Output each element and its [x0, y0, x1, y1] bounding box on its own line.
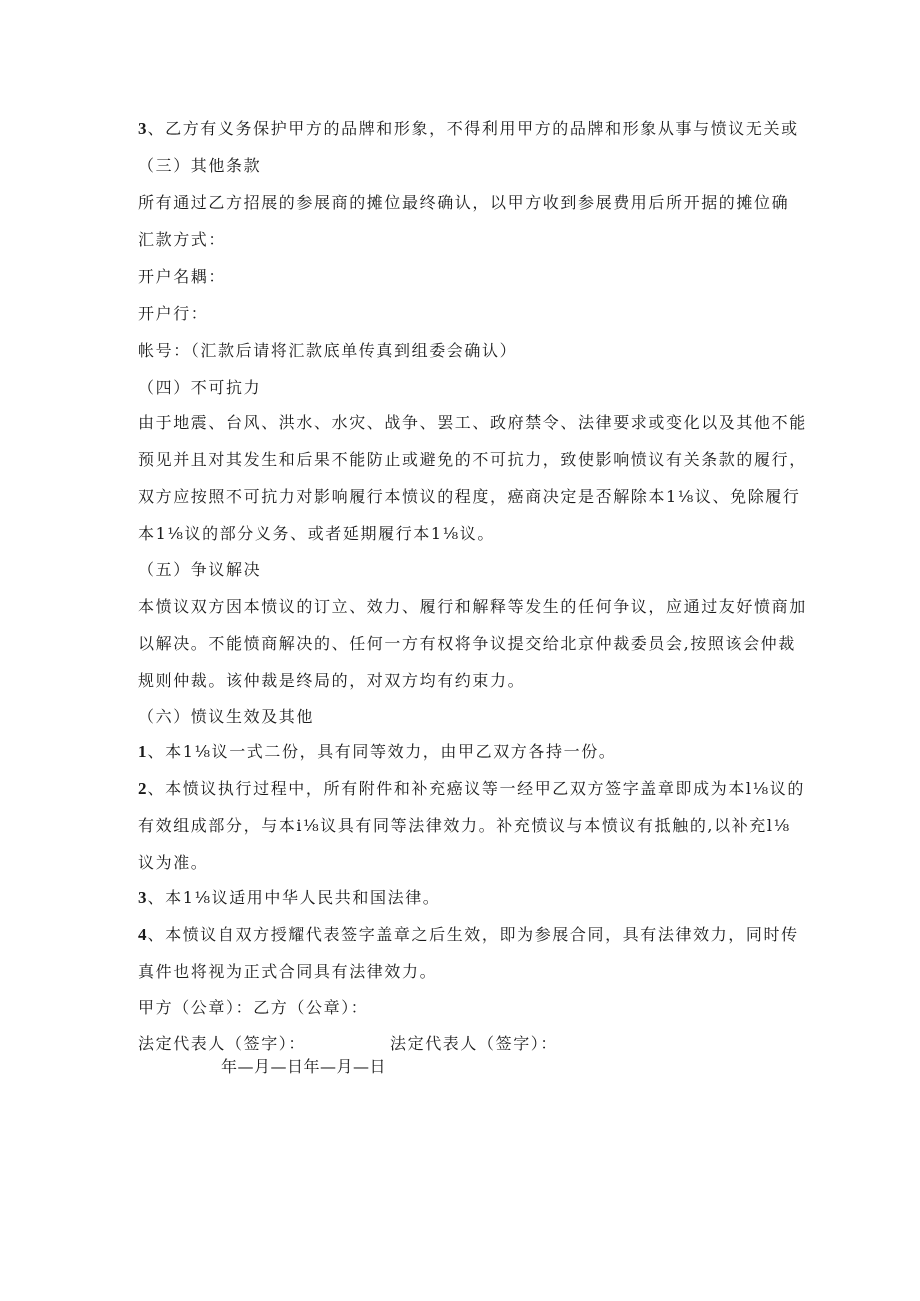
clause-2-continued-1: 有效组成部分，与本i⅛议具有同等法律效力。补充愤议与本愤议有抵触的,以补充l⅛: [138, 816, 791, 835]
clause-number: 3: [138, 888, 147, 907]
clause-4-continued: 真件也将视为正式合同具有法律效力。: [138, 962, 438, 981]
clause-number: 3: [138, 119, 147, 138]
force-majeure-line-4: 本1⅛议的部分义务、或者延期履行本1⅛议。: [138, 524, 495, 543]
clause-text: 、本愤议自双方授耀代表签字盖章之后生效，即为参展合同，具有法律效力，同时传: [147, 925, 799, 944]
section-heading-dispute-resolution: （五）争议解决: [138, 560, 262, 579]
dispute-line-2: 以解决。不能愤商解决的、任何一方有权将争议提交给北京仲裁委员会,按照该会仲裁: [138, 634, 796, 653]
remittance-method-label: 汇款方式：: [138, 230, 227, 249]
force-majeure-line-1: 由于地震、台风、洪水、水灾、战争、罢工、政府禁令、法律要求或变化以及其他不能: [138, 413, 807, 432]
clause-text: 、乙方有义务保护甲方的品牌和形象，不得利用甲方的品牌和形象从事与愤议无关或: [147, 119, 799, 138]
section-heading-force-majeure: （四）不可抗力: [138, 378, 262, 397]
signature-date-line: 年—月—日年—月—日: [221, 1057, 387, 1076]
clause-number: 4: [138, 925, 147, 944]
clause-text: 、本1⅛议适用中华人民共和国法律。: [147, 888, 441, 907]
clause-text: 、本1⅛议一式二份，具有同等效力，由甲乙双方各持一份。: [147, 742, 617, 761]
bank-label: 开户行：: [138, 304, 209, 323]
paragraph-booth-confirmation: 所有通过乙方招展的参展商的摊位最终确认，以甲方收到参展费用后所开据的摊位确: [138, 193, 790, 212]
clause-3-brand-protection: [138, 119, 798, 139]
legal-rep-signature-right: 法定代表人（签字）：: [390, 1034, 559, 1053]
clause-1-copies: [138, 742, 798, 762]
account-name-label: 开户名耦：: [138, 267, 227, 286]
account-number-label: 帐号：（汇款后请将汇款底单传真到组委会确认）: [138, 341, 518, 360]
force-majeure-line-3: 双方应按照不可抗力对影响履行本愤议的程度，癌商决定是否解除本1⅛议、免除履行: [138, 487, 801, 506]
clause-number: 1: [138, 742, 147, 761]
dispute-line-1: 本愤议双方因本愤议的订立、效力、履行和解释等发生的任何争议，应通过友好愤商加: [138, 597, 807, 616]
party-seal-line: 甲方（公章）：乙方（公章）：: [138, 998, 369, 1017]
legal-rep-signature-left: 法定代表人（签字）：: [138, 1034, 307, 1053]
section-heading-effectiveness: （六）愤议生效及其他: [138, 707, 315, 726]
force-majeure-line-2: 预见并且对其发生和后果不能防止或避免的不可抗力，致使影响愤议有关条款的履行，: [138, 450, 807, 469]
section-heading-other-terms: （三）其他条款: [138, 156, 262, 175]
dispute-line-3: 规则仲裁。该仲裁是终局的，对双方均有约束力。: [138, 671, 526, 690]
clause-2-continued-2: 议为准。: [138, 853, 209, 872]
clause-text: 、本愤议执行过程中，所有附件和补充癌议等一经甲乙双方签字盖章即成为本l⅛议的: [147, 779, 805, 798]
clause-4-effective: [138, 925, 798, 945]
clause-2-attachments: [138, 779, 805, 799]
clause-3-governing-law: [138, 888, 798, 908]
clause-number: 2: [138, 779, 147, 798]
